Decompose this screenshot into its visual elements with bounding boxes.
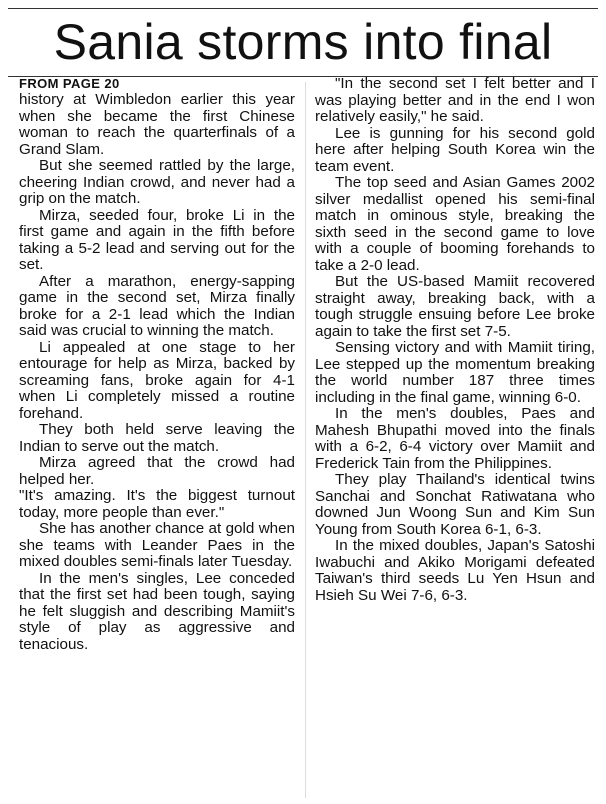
paragraph: Sensing victory and with Mamiit tiring, Lee stepped up the momentum breaking the world number 187 three times including in the final game, winning 6-0.	[315, 339, 595, 406]
paragraph: The top seed and Asian Games 2002 silver medallist opened his semi-final match in ominous style, breaking the sixth seed in the second game to love with a couple of booming forehands to take a 2-0 lead.	[315, 174, 595, 274]
paragraph: "In the second set I felt better and I was playing better and in the end I won relatively easily," he said.	[315, 75, 595, 125]
paragraph: They both held serve leaving the Indian to serve out the match.	[19, 421, 295, 455]
paragraph: Li appealed at one stage to her entourage for help as Mirza, backed by screaming fans, broke again for 4-1 when Li completely missed a routine forehand.	[19, 338, 295, 422]
quote-paragraph: "It's amazing. It's the biggest turnout today, more people than ever."	[19, 487, 295, 521]
article-column-left	[19, 76, 295, 653]
paragraph: Mirza agreed that the crowd had helped her.	[19, 454, 295, 488]
paragraph: In the men's doubles, Paes and Mahesh Bhupathi moved into the finals with a 6-2, 6-4 victory over Mamiit and Frederick Tain from the Philippines.	[315, 405, 595, 472]
paragraph: Lee is gunning for his second gold here after helping South Korea win the team event.	[315, 124, 595, 175]
paragraph: Mirza, seeded four, broke Li in the first game and again in the fifth before taking a 5-2 lead and serving out for the set.	[19, 206, 295, 273]
paragraph: In the mixed doubles, Japan's Satoshi Iwabuchi and Akiko Morigami defeated Taiwan's third seeds Lu Yen Hsun and Hsieh Su Wei 7-6, 6-3.	[315, 537, 595, 604]
continued-from-kicker: FROM PAGE 20	[19, 76, 120, 91]
paragraph: In the men's singles, Lee conceded that the first set had been tough, saying he felt sluggish and describing Mamiit's style of play as aggressive and tenacious.	[19, 569, 295, 653]
paragraph: They play Thailand's identical twins Sanchai and Sonchat Ratiwatana who downed Jun Woong Sun and Kim Sun Young from South Korea 6-1, 6-3.	[315, 471, 595, 538]
paragraph: history at Wimbledon earlier this year when she became the first Chinese woman to reach the quarterfinals of a Grand Slam.	[19, 91, 295, 158]
paragraph: She has another chance at gold when she teams with Leander Paes in the mixed doubles semi-finals later Tuesday.	[19, 520, 295, 570]
article-column-right	[315, 76, 595, 604]
column-divider	[305, 82, 306, 798]
headline: Sania storms into final	[53, 14, 553, 70]
top-rule	[8, 8, 598, 9]
paragraph: After a marathon, energy-sapping game in the second set, Mirza finally broke for a 2-1 lead which the Indian said was crucial to winning the match.	[19, 272, 295, 339]
paragraph: But she seemed rattled by the large, cheering Indian crowd, and never had a grip on the match.	[19, 157, 295, 207]
paragraph: But the US-based Mamiit recovered straight away, breaking back, with a tough struggle ensuing before Lee broke again to take the first set 7-5.	[315, 273, 595, 340]
